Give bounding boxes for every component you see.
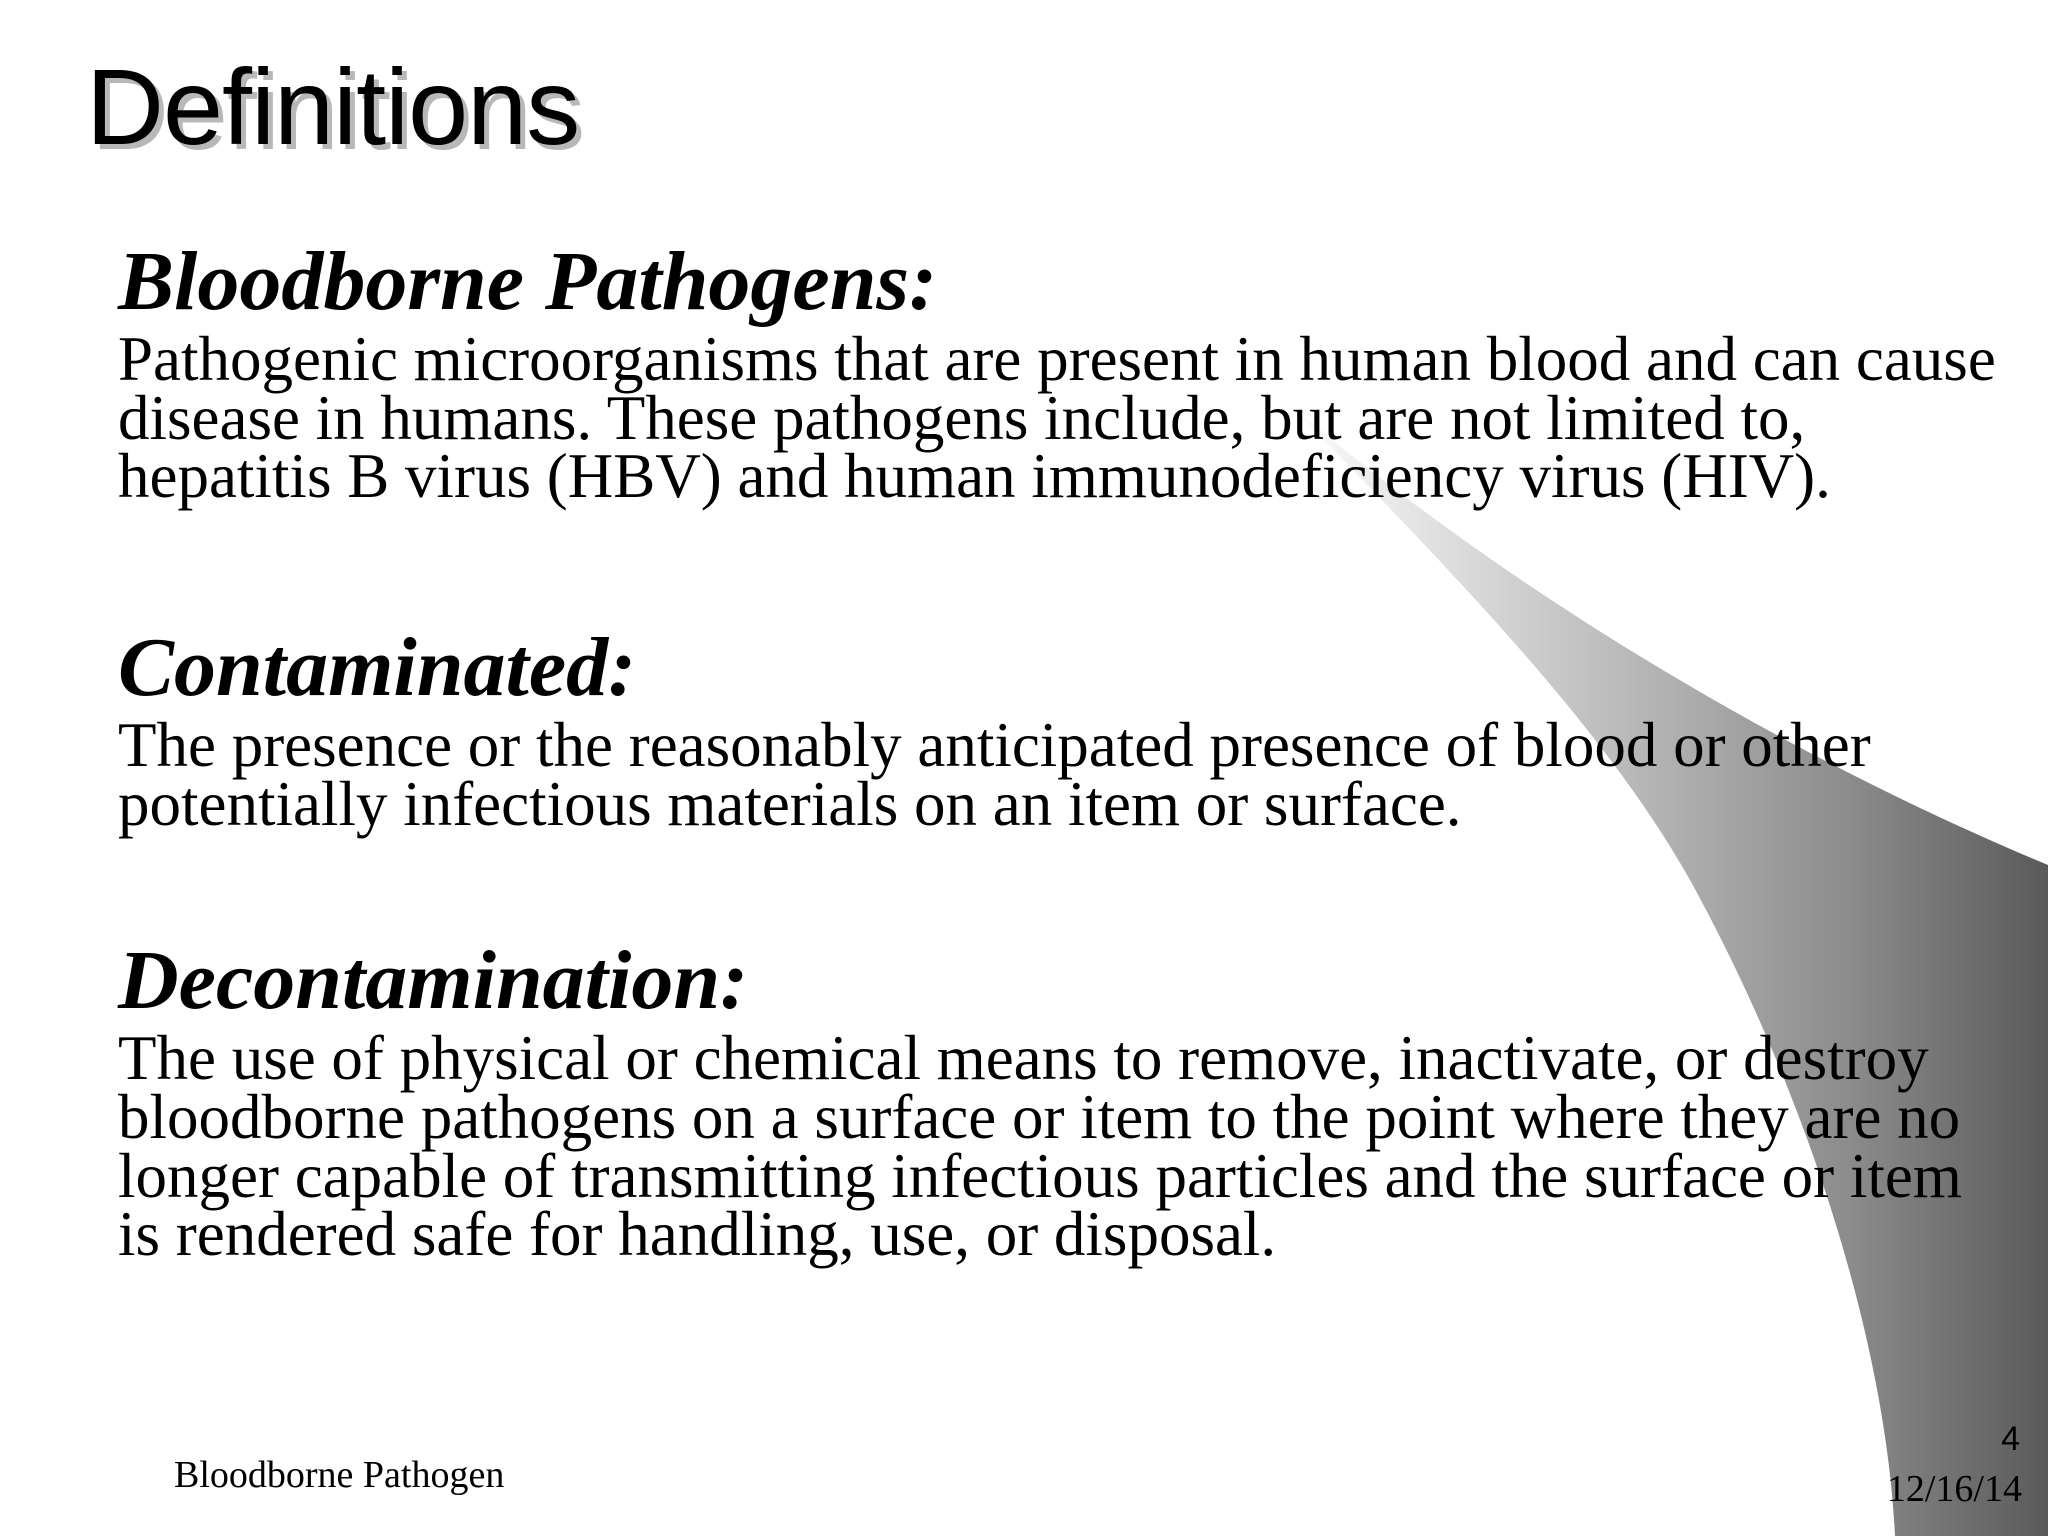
definition-text: Pathogenic microorganisms that are present in human blood and can cause disease in humans. These pathogens include, but are not limited to, hepatitis B virus (HBV) and human immunodeficiency virus (HIV). bbox=[118, 324, 1996, 512]
definition-section-decontamination bbox=[118, 934, 1998, 1270]
term-heading: Bloodborne Pathogens: bbox=[118, 235, 938, 328]
slide-title: Definitions bbox=[86, 46, 580, 167]
footer-date: 12/16/14 bbox=[1886, 1468, 2022, 1510]
definition-text: The presence or the reasonably anticipated presence of blood or other potentially infectious materials on an item or surface. bbox=[118, 710, 1871, 839]
term-heading: Decontamination: bbox=[118, 934, 749, 1028]
definitions-list bbox=[118, 235, 1998, 1270]
footer-title: Bloodborne Pathogen bbox=[174, 1454, 505, 1496]
term-heading: Contaminated: bbox=[118, 620, 637, 714]
page-number: 4 bbox=[2001, 1420, 2020, 1458]
definition-section-bloodborne-pathogens bbox=[118, 235, 1998, 512]
definition-text: The use of physical or chemical means to remove, inactivate, or destroy bloodborne pathogens on a surface or item to the point where they are no longer capable of transmitting infectious particles and the surface or item is rendered safe for handling, use, or disposal. bbox=[118, 1023, 1962, 1270]
definition-section-contaminated bbox=[118, 620, 1998, 839]
